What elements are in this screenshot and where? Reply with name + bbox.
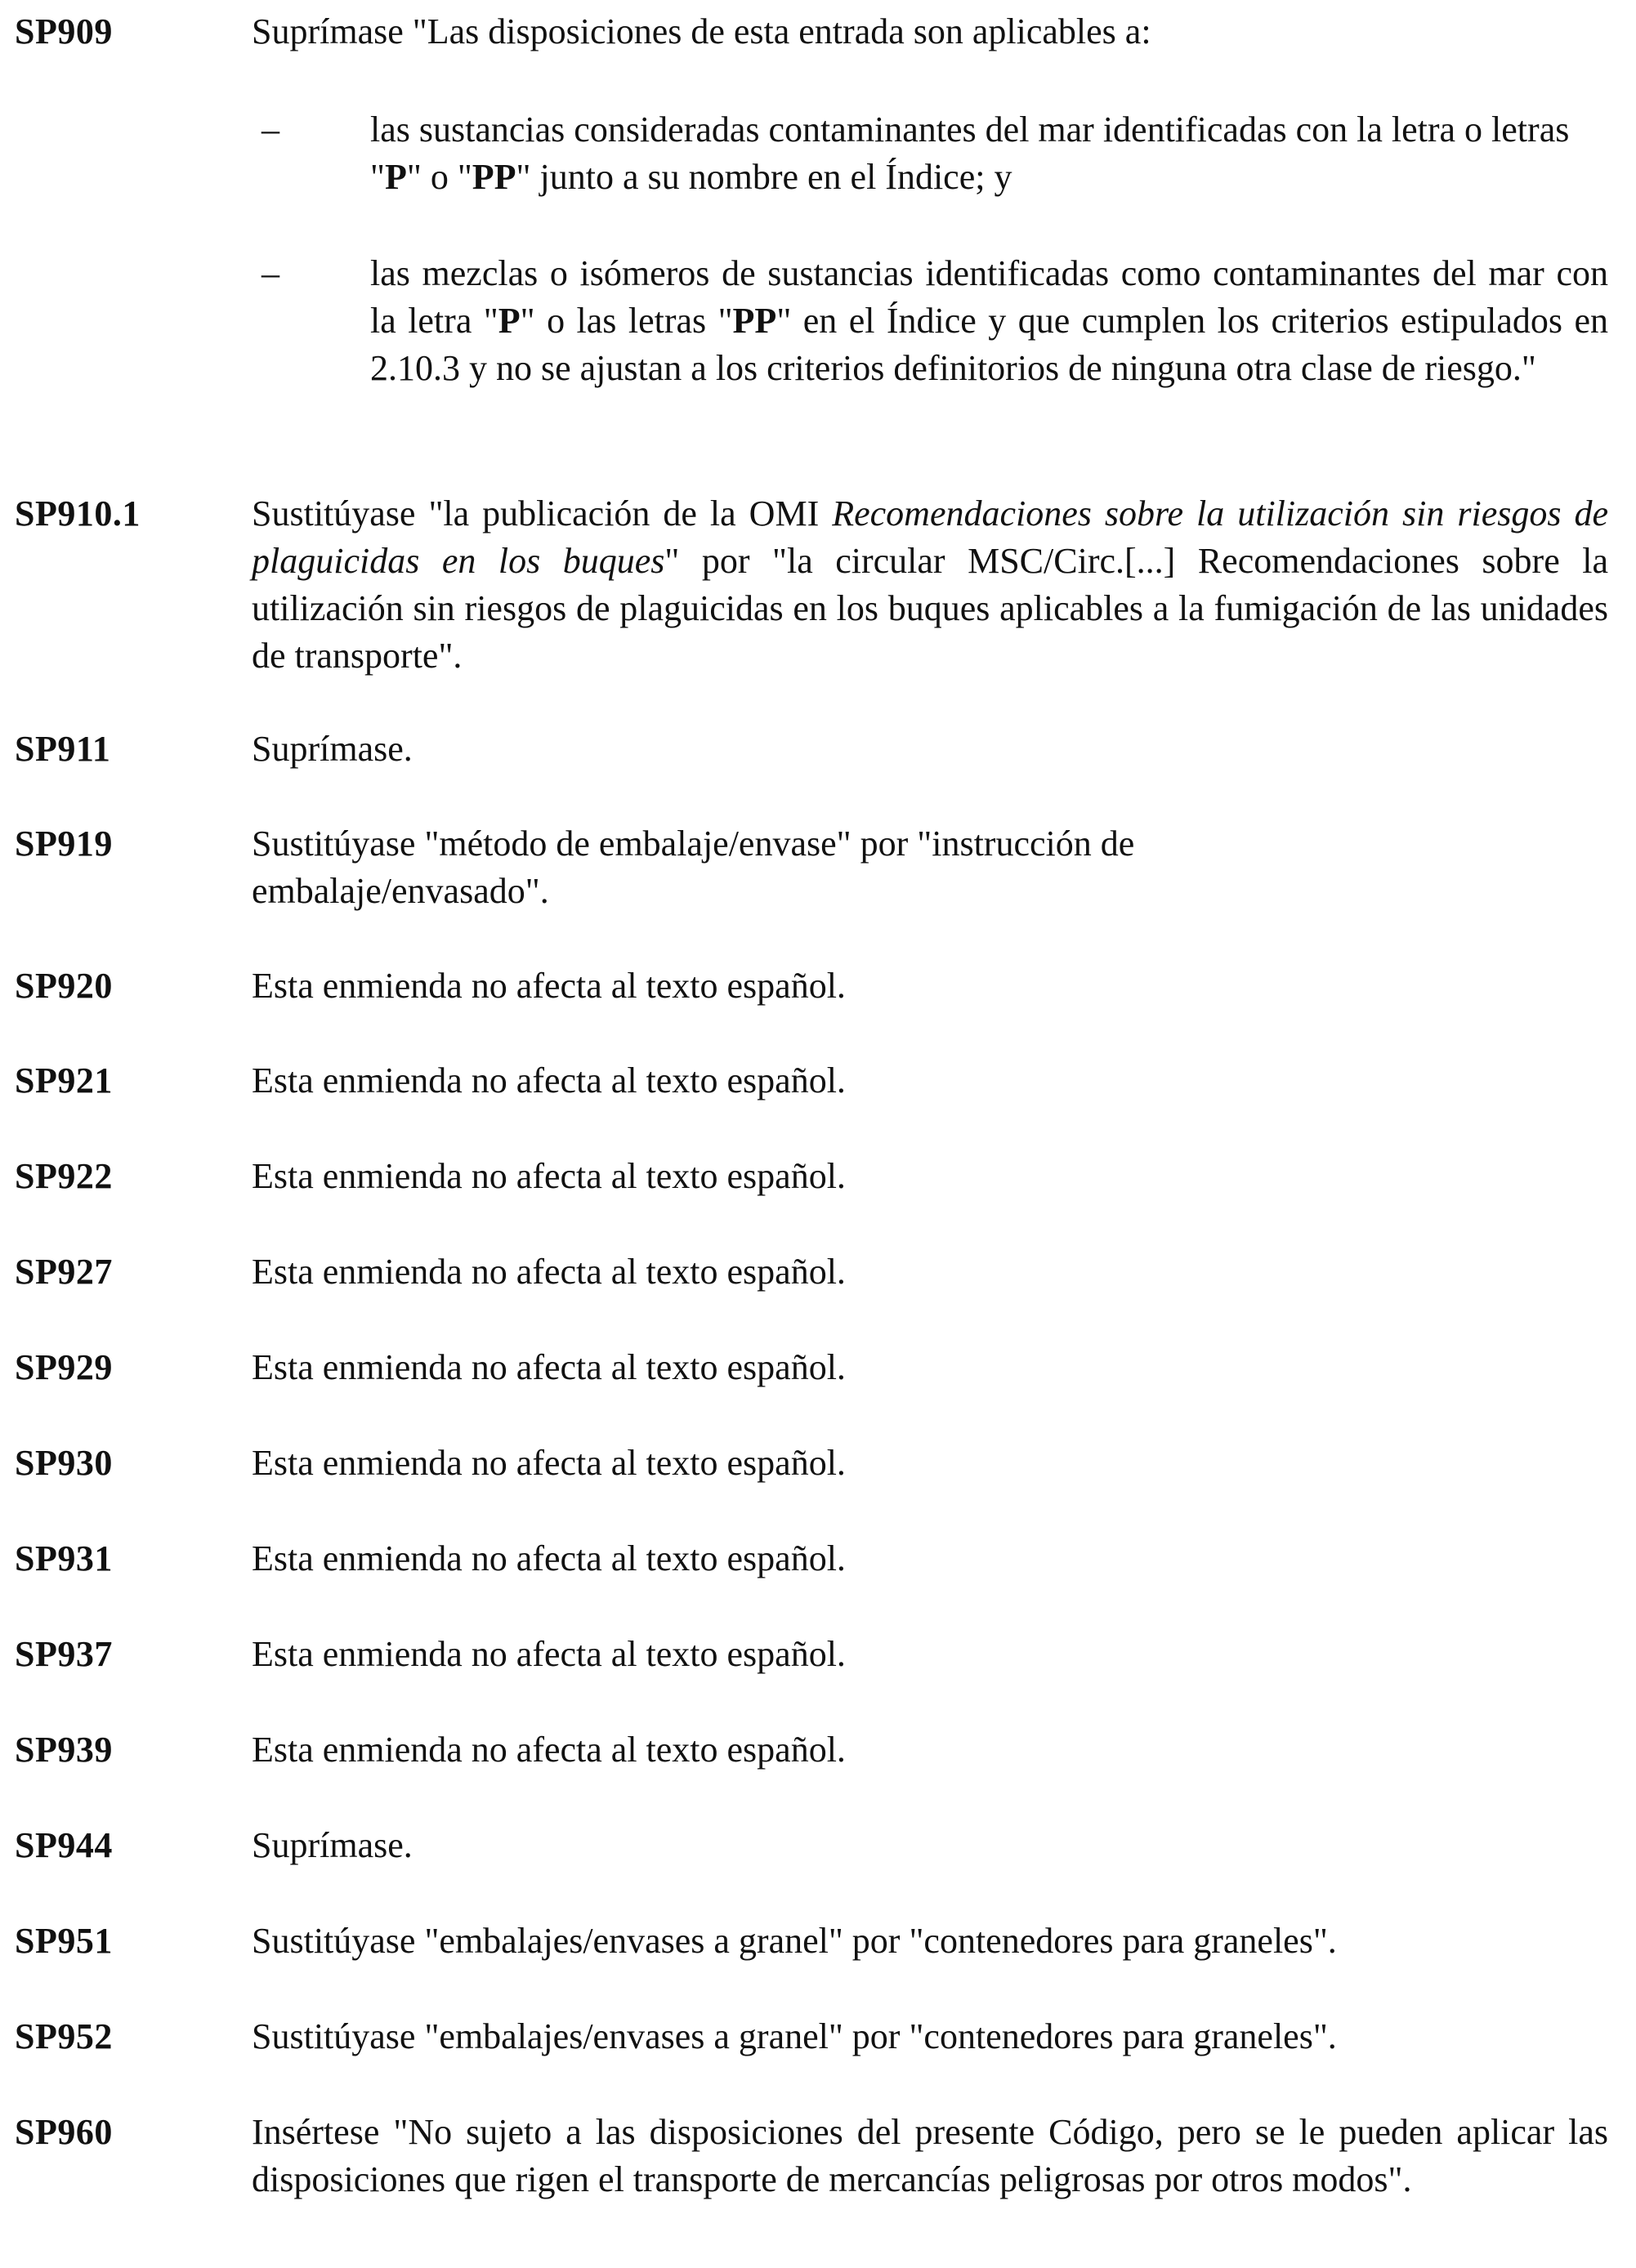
entry-code: SP937 [15,1634,113,1674]
entry-text: Esta enmienda no afecta al texto español. [252,1060,846,1101]
entry-text: Insértese "No sujeto a las disposiciones del presente Código, pero se le pueden aplicar las disposiciones que rigen el transporte de mercancías peligrosas por otros modos". [252,2112,1608,2199]
entry-text: Sustitúyase "método de embalaje/envase" por "instrucción de embalaje/envasado". [252,824,1135,911]
entry-text: Esta enmienda no afecta al texto español. [252,1347,846,1387]
entry-code: SP922 [15,1156,113,1196]
entry-code: SP930 [15,1443,113,1483]
entry-text: Suprímase. [252,1825,413,1865]
entry-text: Sustitúyase "embalajes/envases a granel" por "contenedores para graneles". [252,1921,1337,1961]
entry-code: SP931 [15,1538,113,1578]
entry-text: Esta enmienda no afecta al texto español. [252,1443,846,1483]
entry-text: Esta enmienda no afecta al texto español. [252,1634,846,1674]
entry-text: Suprímase. [252,729,413,769]
entry-text: Esta enmienda no afecta al texto español. [252,966,846,1006]
entry-code: SP909 [15,11,113,51]
bullet-text: las sustancias consideradas contaminantes del mar identificadas con la letra o letras "P" o "PP" junto a su nombre en el Índice; y [370,109,1570,197]
entry-code: SP944 [15,1825,113,1865]
entry-text: Esta enmienda no afecta al texto español. [252,1730,846,1770]
entry-code: SP952 [15,2016,113,2056]
entry-code: SP921 [15,1060,113,1101]
entry-code: SP920 [15,966,113,1006]
entry-text: Sustitúyase "embalajes/envases a granel" por "contenedores para graneles". [252,2016,1337,2056]
entry-code: SP927 [15,1252,113,1292]
entry-text: Suprímase "Las disposiciones de esta entrada son aplicables a: [252,11,1151,51]
dash-marker: – [261,253,279,293]
dash-marker: – [261,109,279,150]
entry-code: SP960 [15,2112,113,2152]
entry-code: SP939 [15,1730,113,1770]
bullet-text: las mezclas o isómeros de sustancias identificadas como contaminantes del mar con la letra "P" o las letras "PP" en el Índice y que cumplen los criterios estipulados en 2.10.3 y no se ajustan a los criterios definitorios de ninguna otra clase de riesgo." [370,253,1609,388]
entry-code: SP911 [15,729,111,769]
entry-text: Esta enmienda no afecta al texto español. [252,1538,846,1578]
entry-text: Esta enmienda no afecta al texto español. [252,1252,846,1292]
entry-code: SP929 [15,1347,113,1387]
entry-text: Esta enmienda no afecta al texto español. [252,1156,846,1196]
entry-code: SP951 [15,1921,113,1961]
entry-code: SP919 [15,824,113,864]
entry-text: Sustitúyase "la publicación de la OMI Recomendaciones sobre la utilización sin riesgos de plaguicidas en los buques" por "la circular MSC/Circ.[...] Recomendaciones sobre la utilización sin riesgos de plaguicidas en los buques aplicables a la fumigación de las unidades de transporte". [252,493,1608,676]
entry-code: SP910.1 [15,493,141,534]
